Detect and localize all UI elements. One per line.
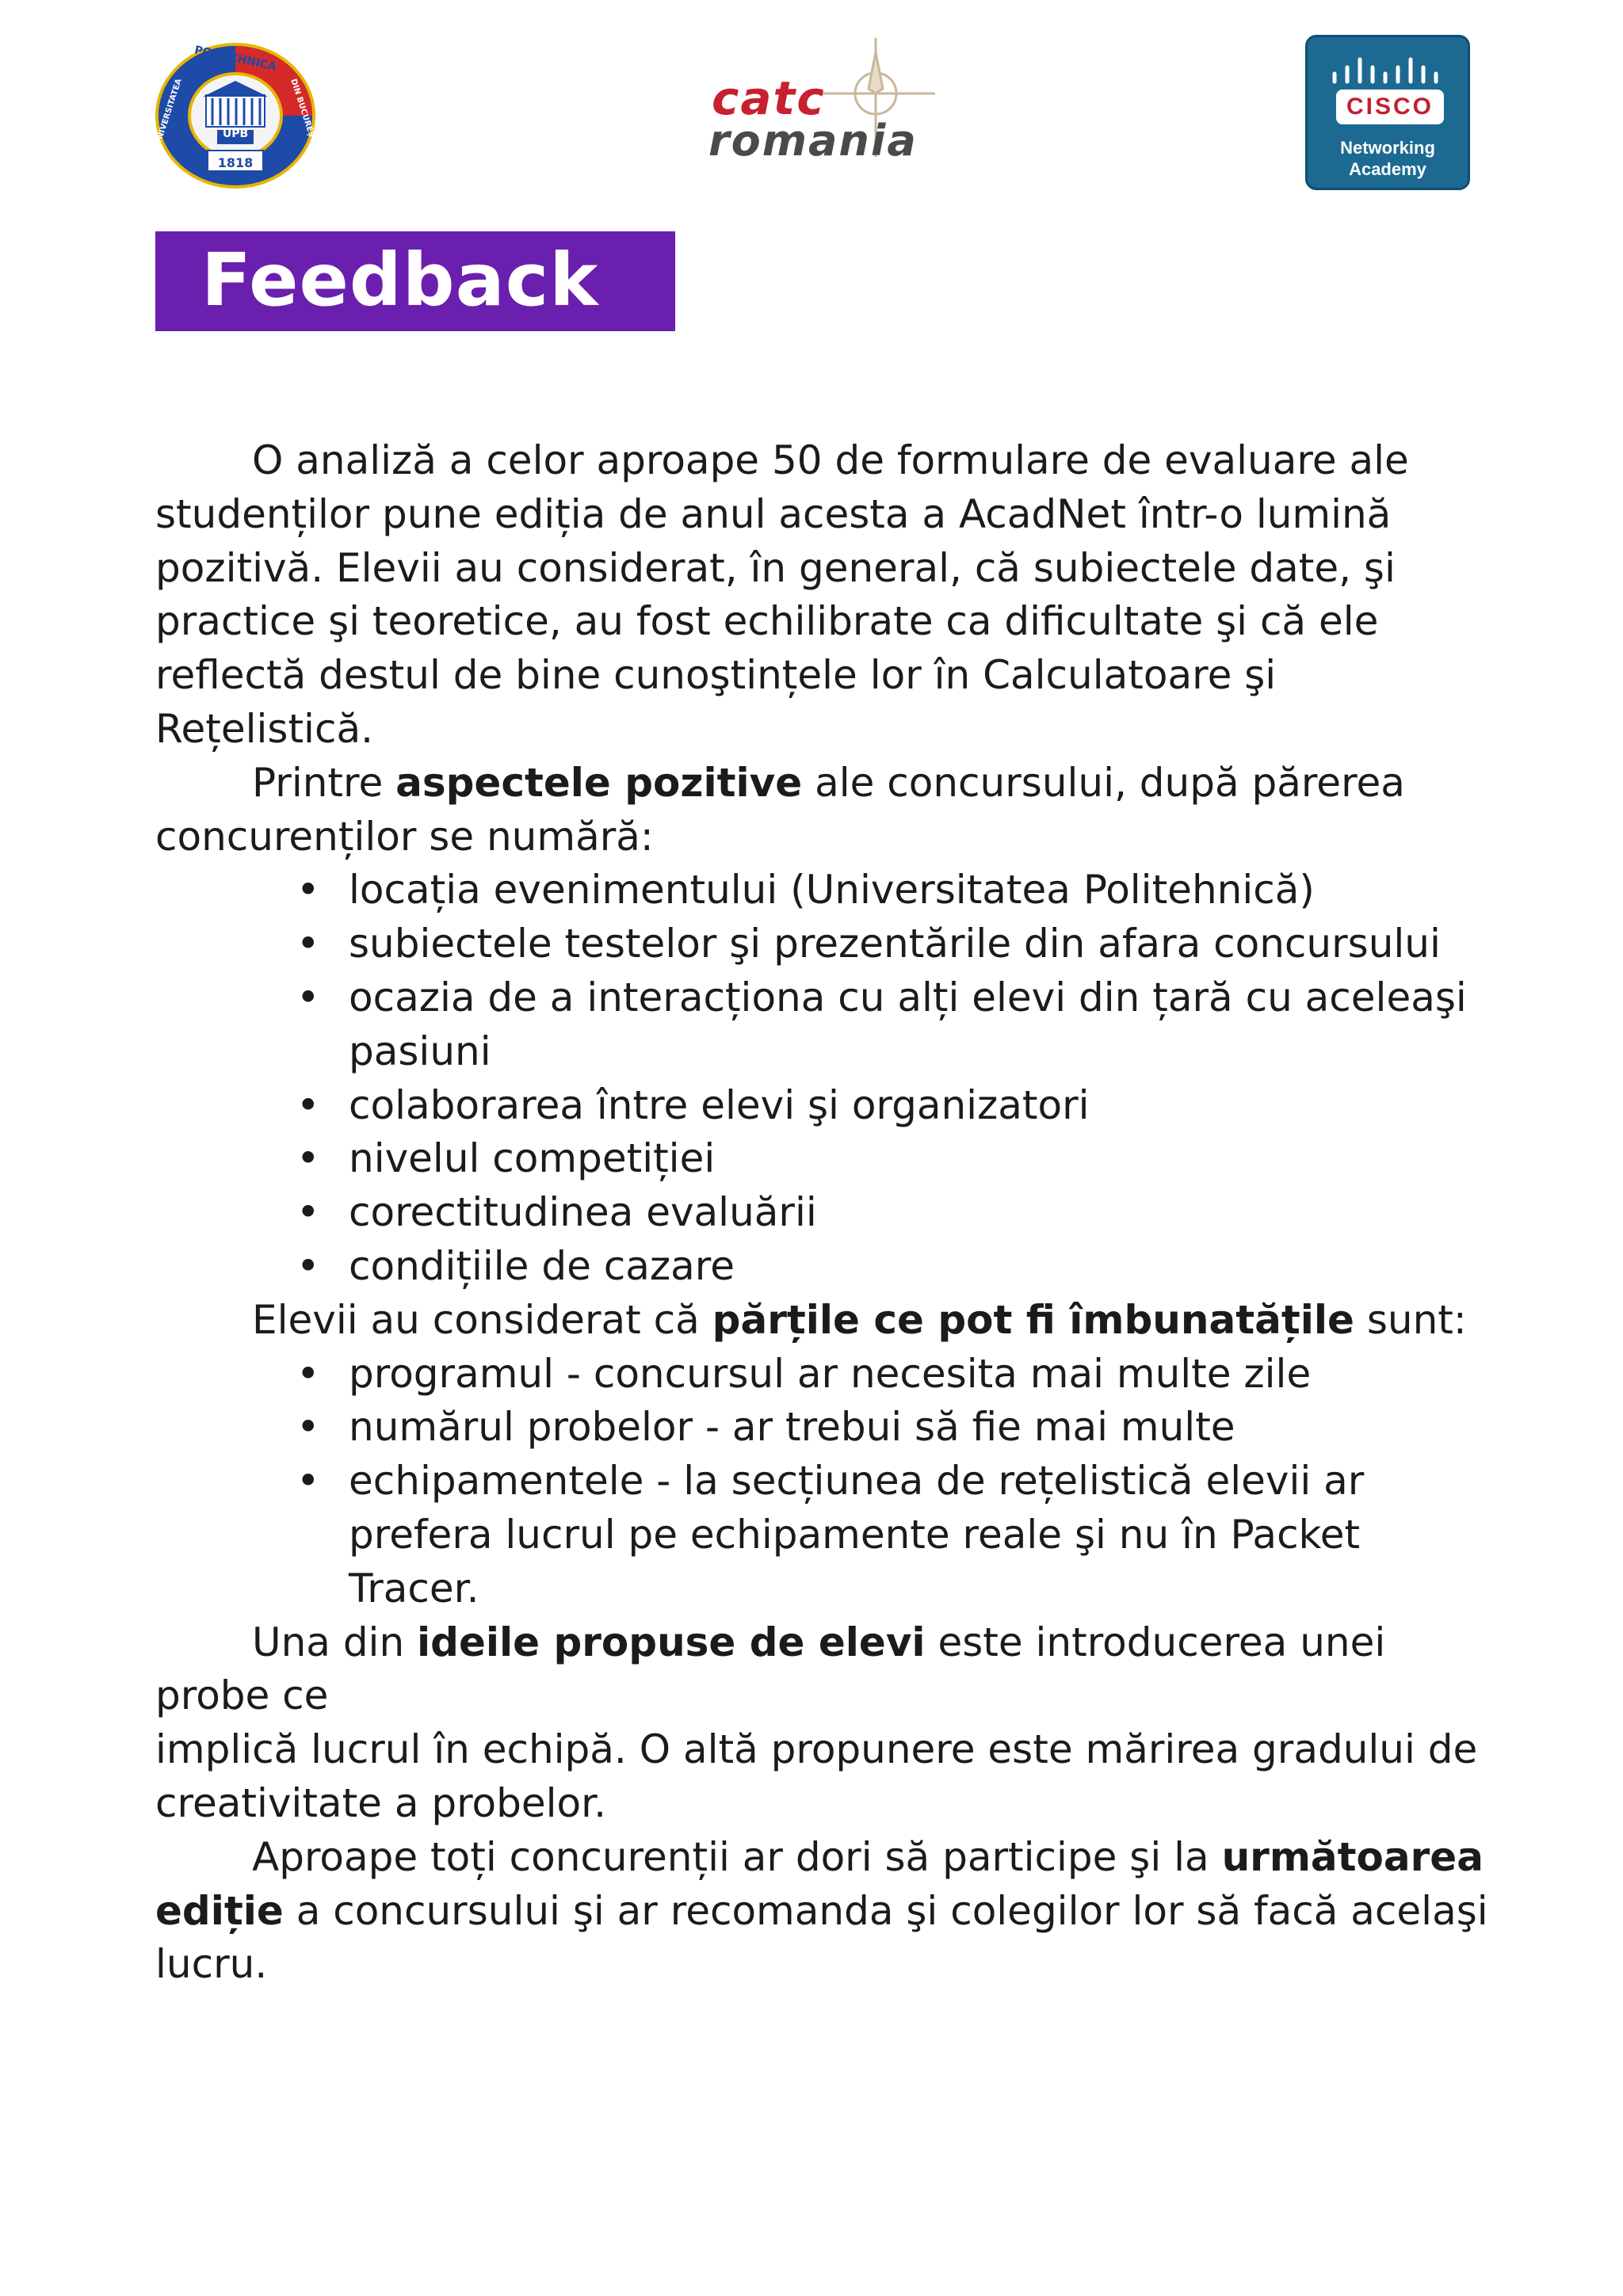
page-title: Feedback [201,238,599,322]
catc-logo-line2: romania [708,116,918,166]
list-item: • condițiile de cazare [349,1240,1503,1294]
cisco-bars-icon [1330,55,1450,86]
article-body [155,434,1503,1992]
list-item: • corectitudinea evaluării [349,1186,1503,1240]
list-item: • programul - concursul ar necesita mai multe zile [349,1348,1503,1402]
text-run: Elevii au considerat că [252,1296,712,1343]
emphasis-positive-aspects: aspectele pozitive [395,759,803,806]
text-run: Una din [252,1619,418,1665]
paragraph-improvements-intro [155,1294,1503,1348]
emphasis-improvements: părțile ce pot fi îmbunatățile [712,1296,1354,1343]
text-run: este introducerea unei probe ce [155,1619,1386,1719]
upb-logo [152,40,319,192]
paragraph-positives-intro [155,757,1503,864]
cisco-wordmark: CISCO [1336,90,1444,124]
list-item: • nivelul competiției [349,1132,1503,1186]
emphasis-student-ideas: ideile propuse de elevi [417,1619,926,1665]
cisco-academy-line1: Networking [1340,138,1435,158]
upb-text-left: UNIVERSITATEA [154,78,184,147]
text-run: sunt: [1354,1296,1467,1343]
title-banner [155,231,675,331]
paragraph-ideas [155,1616,1503,1724]
list-item: • echipamentele - la secțiunea de rețelistică elevii ar prefera lucrul pe echipamente reale şi nu în Packet Tracer. [349,1455,1503,1615]
upb-year: 1818 [217,155,254,170]
text-run: a concursului şi ar recomanda şi colegilor lor să facă acelaşi lucru. [155,1887,1488,1988]
text-run: Aproape toți concurenții ar dori să participe şi la [252,1833,1222,1880]
list-item: • colaborarea între elevi şi organizatori [349,1079,1503,1133]
paragraph-ideas-line3: creativitate a probelor. [155,1779,606,1826]
positives-list [155,864,1503,1293]
list-item: • numărul probelor - ar trebui să fie mai multe [349,1401,1503,1455]
upb-label: UPB [222,128,249,140]
upb-text-top: POLITEHNICA [193,44,278,74]
catc-romania-logo [697,38,943,173]
list-item: • locația evenimentului (Universitatea Politehnică) [349,864,1503,917]
paragraph-intro: O analiză a celor aproape 50 de formulare de evaluare ale studenților pune ediția de anul acesta a AcadNet într-o lumină pozitivă. Elevii au considerat, în general, că subiectele date, şi practice şi teoretice, au fost echilibrate ca dificultate şi că ele reflectă destul de bine cunoştințele lor în Calculatoare şi Rețelistică. [155,437,1409,752]
list-item: • ocazia de a interacționa cu alți elevi din țară cu aceleaşi pasiuni [349,971,1503,1079]
cisco-academy-label [1308,137,1468,180]
cisco-networking-academy-logo [1305,35,1470,190]
emphasis-next-edition: următoarea ediție [155,1833,1484,1934]
text-run: Printre [252,759,396,806]
cisco-academy-line2: Academy [1349,159,1426,179]
paragraph-ideas-line2: implică lucrul în echipă. O altă propunere este mărirea gradului de [155,1726,1478,1773]
improvements-list [155,1348,1503,1616]
list-item: • subiectele testelor şi prezentările din afara concursului [349,917,1503,971]
text-run: ale concursului, după părerea concurenților se numără: [155,759,1405,860]
paragraph-next-edition [155,1831,1503,1992]
upb-text-right: DIN BUCUREȘTI [288,78,319,147]
catc-logo-line1: catc [712,71,826,125]
